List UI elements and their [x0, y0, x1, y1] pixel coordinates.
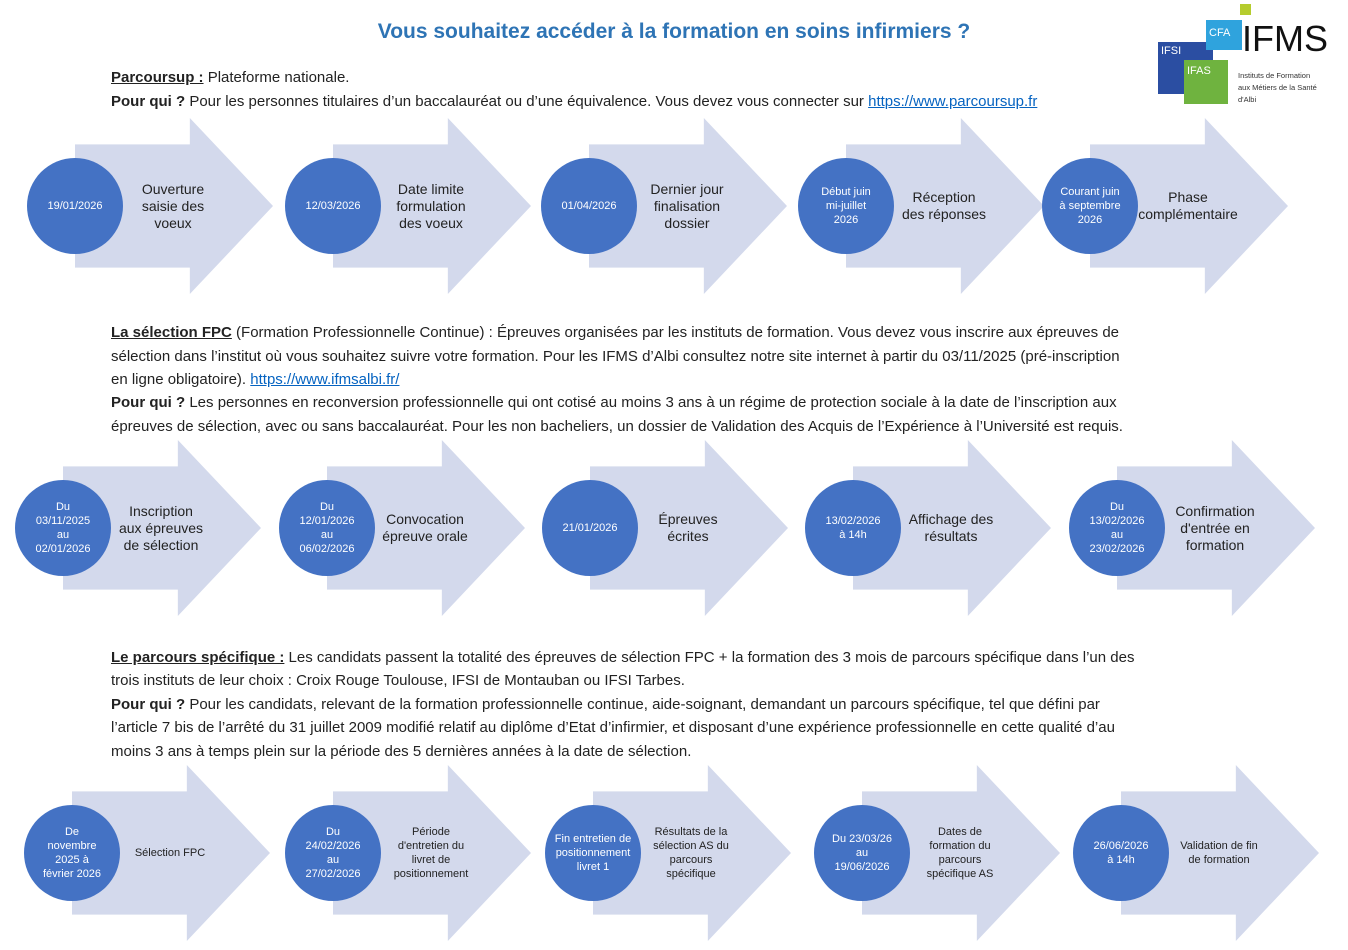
- svg-text:Instituts de Formation: Instituts de Formation: [1238, 71, 1311, 80]
- step-date-circle: Courant juin à septembre 2026: [1042, 158, 1138, 254]
- fpc-pourqui: Pour qui ? Les personnes en reconversion professionnelle qui ont cotisé au moins 3 ans à un régime de protection sociale à la date de l’inscription aux: [111, 394, 1117, 411]
- svg-text:IFAS: IFAS: [1187, 65, 1211, 77]
- step-date-circle: 19/01/2026: [27, 158, 123, 254]
- step-label: Sélection FPC: [134, 847, 206, 859]
- step-label: Phase complémentaire: [1138, 189, 1238, 222]
- step-label: Inscription aux épreuves de sélection: [118, 502, 204, 553]
- step-label: Épreuves écrites: [658, 511, 718, 544]
- fpc-text: sélection dans l’institut où vous souhaitez suivre votre formation. Pour les IFMS d’Albi consultez notre site internet à partir du 03/11/2025 (pré-inscription: [111, 348, 1120, 365]
- ifms-logo: [1158, 4, 1343, 108]
- step-date-circle: Du 03/11/2025 au 02/01/2026: [15, 480, 111, 576]
- step-date-circle: De novembre 2025 à février 2026: [24, 805, 120, 901]
- parcoursup-link[interactable]: https://www.parcoursup.fr: [868, 93, 1038, 110]
- specific-intro: Le parcours spécifique : Les candidats passent la totalité des épreuves de sélection FPC + la formation des 3 mois de parcours spécifique dans l’un des: [111, 649, 1135, 666]
- step-label: Ouverture saisie des voeux: [141, 180, 205, 231]
- svg-text:aux Métiers de la Santé: aux Métiers de la Santé: [1238, 83, 1317, 92]
- step-label: Affichage des résultats: [908, 511, 994, 544]
- step-label: Confirmation d'entrée en formation: [1175, 502, 1255, 553]
- step-date-circle: Fin entretien de positionnement livret 1: [545, 805, 641, 901]
- step-date-circle: 13/02/2026 à 14h: [805, 480, 901, 576]
- step-label: Période d'entretien du livret de positionnement: [393, 826, 469, 880]
- specific-text: trois instituts de leur choix : Croix Rouge Toulouse, IFSI de Montauban ou IFSI Tarbes.: [111, 672, 685, 689]
- step-label: Résultats de la sélection AS du parcours spécifique: [653, 826, 729, 880]
- step-label: Réception des réponses: [901, 189, 987, 222]
- step-label: Dates de formation du parcours spécifique AS: [926, 826, 994, 880]
- step-label: Date limite formulation des voeux: [396, 180, 466, 231]
- step-date-circle: 01/04/2026: [541, 158, 637, 254]
- fpc-text: épreuves de sélection, avec ou sans baccalauréat. Pour les non bacheliers, un dossier de Validation des Acquis de l’Expérience à l’Université est requis.: [111, 418, 1123, 435]
- svg-text:d'Albi: d'Albi: [1238, 95, 1257, 104]
- parcoursup-intro: Parcoursup : Plateforme nationale.: [111, 69, 350, 86]
- svg-text:IFSI: IFSI: [1161, 45, 1182, 57]
- specific-pourqui: Pour qui ? Pour les candidats, relevant de la formation professionnelle continue, aide-soignant, demandant un parcours spécifique, tel que défini par: [111, 696, 1100, 713]
- ifmsalbi-link[interactable]: https://www.ifmsalbi.fr/: [250, 371, 400, 388]
- step-date-circle: Du 24/02/2026 au 27/02/2026: [285, 805, 381, 901]
- page-title: Vous souhaitez accéder à la formation en soins infirmiers ?: [377, 20, 971, 43]
- step-date-circle: Début juin mi-juillet 2026: [798, 158, 894, 254]
- step-date-circle: Du 13/02/2026 au 23/02/2026: [1069, 480, 1165, 576]
- specific-text: l’article 7 bis de l’arrêté du 31 juillet 2009 modifié relatif au diplôme d’Etat d’infirmier, et disposant d’une expérience professionnelle en cette qualité d’au: [111, 719, 1115, 736]
- fpc-intro: La sélection FPC (Formation Professionnelle Continue) : Épreuves organisées par les instituts de formation. Vous devez vous inscrire aux épreuves de: [111, 324, 1119, 341]
- svg-text:IFMS: IFMS: [1242, 18, 1328, 59]
- step-date-circle: Du 23/03/26 au 19/06/2026: [814, 805, 910, 901]
- step-label: Dernier jour finalisation dossier: [650, 180, 724, 231]
- specific-text: moins 3 ans à temps plein sur la période des 5 dernières années à la date de sélection.: [111, 743, 692, 760]
- step-date-circle: 12/03/2026: [285, 158, 381, 254]
- fpc-text: en ligne obligatoire). https://www.ifmsalbi.fr/: [111, 371, 400, 388]
- step-date-circle: 21/01/2026: [542, 480, 638, 576]
- svg-text:CFA: CFA: [1209, 27, 1231, 39]
- parcoursup-pourqui: Pour qui ? Pour les personnes titulaires d’un baccalauréat ou d’une équivalence. Vous devez vous connecter sur https://www.parcoursup.fr: [111, 93, 1038, 110]
- step-date-circle: Du 12/01/2026 au 06/02/2026: [279, 480, 375, 576]
- step-date-circle: 26/06/2026 à 14h: [1073, 805, 1169, 901]
- step-label: Validation de fin de formation: [1180, 840, 1258, 866]
- step-label: Convocation épreuve orale: [382, 511, 468, 544]
